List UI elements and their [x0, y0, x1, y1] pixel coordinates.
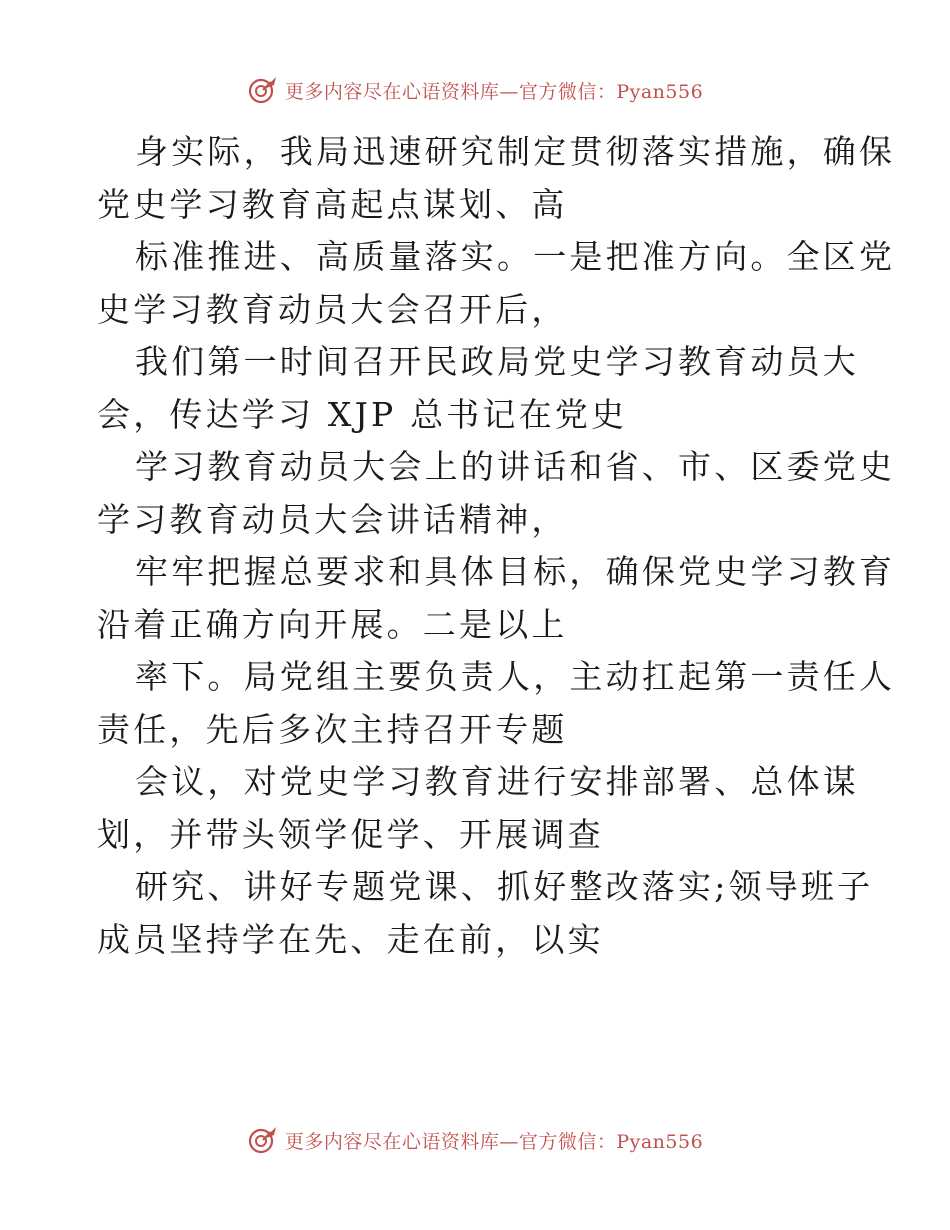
paragraph-line: 会，传达学习 XJP 总书记在党史	[97, 394, 628, 434]
paragraph-line: 学习教育动员大会上的讲话和省、市、区委党史	[135, 447, 896, 486]
paragraph-line: 研究、讲好专题党课、抓好整改落实;领导班子	[135, 867, 874, 906]
paragraph-line: 史学习教育动员大会召开后，	[97, 289, 568, 329]
paragraph-line: 责任，先后多次主持召开专题	[97, 709, 568, 749]
paragraph	[97, 861, 874, 966]
paragraph-line: 党史学习教育高起点谋划、高	[97, 184, 568, 224]
paragraph-line: 身实际，我局迅速研究制定贯彻落实措施，确保	[135, 132, 896, 171]
watermark-text: 更多内容尽在心语资料库—官方微信：Pyan556	[284, 80, 704, 103]
paragraph-line: 学习教育动员大会讲话精神，	[97, 499, 568, 539]
paragraph-line: 我们第一时间召开民政局党史学习教育动员大	[135, 342, 859, 381]
paragraph-line: 划，并带头领学促学、开展调查	[97, 814, 604, 854]
header-watermark	[0, 70, 950, 110]
paragraph-line: 成员坚持学在先、走在前，以实	[97, 919, 604, 959]
document-body	[97, 126, 896, 966]
footer-watermark	[0, 1120, 950, 1160]
paragraph	[97, 756, 857, 861]
paragraph	[97, 126, 896, 231]
paragraph-line: 沿着正确方向开展。二是以上	[97, 604, 568, 644]
quill-logo-icon	[247, 74, 279, 106]
paragraph	[97, 546, 896, 651]
paragraph	[97, 231, 896, 336]
paragraph-line: 牢牢把握总要求和具体目标，确保党史学习教育	[135, 552, 896, 591]
paragraph	[97, 336, 857, 441]
watermark-text: 更多内容尽在心语资料库—官方微信：Pyan556	[284, 1130, 704, 1153]
paragraph	[97, 441, 896, 546]
quill-logo-icon	[247, 1124, 279, 1156]
paragraph-line: 标准推进、高质量落实。一是把准方向。全区党	[135, 237, 896, 276]
paragraph-line: 会议，对党史学习教育进行安排部署、总体谋	[135, 762, 859, 801]
paragraph	[97, 651, 896, 756]
paragraph-line: 率下。局党组主要负责人，主动扛起第一责任人	[135, 657, 896, 696]
